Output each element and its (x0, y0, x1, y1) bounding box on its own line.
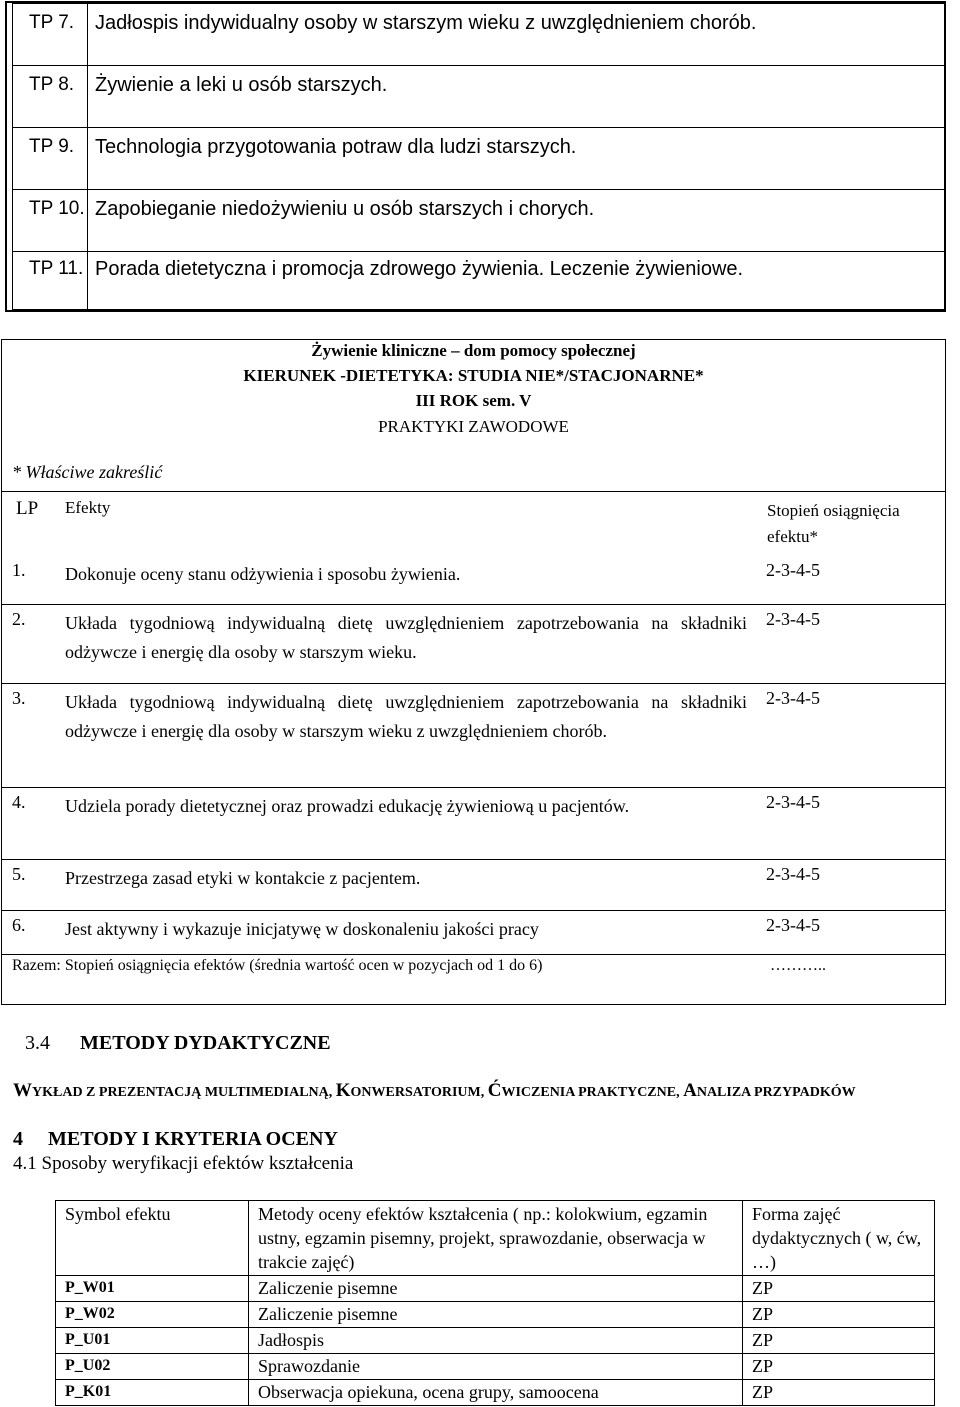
symbol-cell: P_U02 (56, 1354, 249, 1380)
table-row (56, 1276, 935, 1302)
heading-number: 4 (13, 1128, 23, 1150)
table-row (56, 1380, 935, 1406)
footnote-note: * Właściwe zakreślić (12, 462, 163, 482)
summary-value: ……….. (770, 957, 826, 974)
table-row (2, 561, 945, 606)
tp-text: Technologia przygotowania potraw dla ludzi starszych. (95, 136, 577, 158)
tp-code: TP 9. (13, 128, 88, 189)
form-cell: ZP (743, 1276, 935, 1302)
heading-title: METODY I KRYTERIA OCENY (48, 1128, 338, 1150)
practice-section (1, 339, 946, 1005)
form-cell: ZP (743, 1354, 935, 1380)
tp-code: TP 8. (13, 66, 88, 127)
criteria-subheading: 4.1 Sposoby weryfikacji efektów kształcenia (13, 1153, 354, 1174)
tp-text: Zapobieganie niedożywieniu u osób starszych i chorych. (95, 198, 595, 220)
form-cell: ZP (743, 1380, 935, 1406)
table-row (56, 1354, 935, 1380)
method-cell: Zaliczenie pisemne (249, 1302, 743, 1328)
row-grade: 2-3-4-5 (766, 915, 820, 935)
table-row (2, 604, 945, 681)
tp-row (13, 4, 945, 66)
symbol-cell: P_U01 (56, 1328, 249, 1354)
row-effect: Przestrzega zasad etyki w kontakcie z pacjentem. (65, 868, 421, 888)
header-grade: Stopień osiągnięcia efektu* (767, 501, 900, 546)
table-row (2, 859, 945, 903)
tp-row (13, 190, 945, 252)
heading-title: METODY DYDAKTYCZNE (80, 1032, 331, 1054)
row-grade: 2-3-4-5 (766, 792, 820, 812)
tp-text: Jadłospis indywidualny osoby w starszym wieku z uwzględnieniem chorób. (95, 12, 757, 34)
tp-row (13, 250, 945, 309)
tp-text: Żywienie a leki u osób starszych. (95, 74, 388, 96)
effects-header-row (2, 491, 945, 552)
tp-text: Porada dietetyczna i promocja zdrowego żywienia. Leczenie żywieniowe. (95, 258, 744, 280)
row-lp: 5. (12, 864, 26, 884)
header-symbol: Symbol efektu (56, 1201, 249, 1276)
row-effect: Jest aktywny i wykazuje inicjatywę w doskonaleniu jakości pracy (65, 919, 539, 939)
symbol-cell: P_W02 (56, 1302, 249, 1328)
verification-table (55, 1200, 935, 1406)
header-form: Forma zajęć dydaktycznych ( w, ćw, …) (743, 1201, 935, 1276)
summary-label: Razem: Stopień osiągnięcia efektów (średnia wartość ocen w pozycjach od 1 do 6) (12, 957, 543, 974)
methods-heading (25, 1032, 331, 1055)
methods-text: WYKŁAD Z PREZENTACJĄ MULTIMEDIALNĄ, KONWERSATORIUM, ĆWICZENIA PRAKTYCZNE, ANALIZA PRZYPADKÓW (13, 1080, 856, 1101)
header-effects: Efekty (65, 498, 111, 517)
table-row (56, 1328, 935, 1354)
tp-row (13, 66, 945, 128)
row-grade: 2-3-4-5 (766, 688, 820, 708)
table-row (56, 1302, 935, 1328)
table-row (2, 787, 945, 862)
tp-code: TP 10. (13, 190, 88, 251)
tp-row (13, 128, 945, 190)
form-cell: ZP (743, 1302, 935, 1328)
tp-code: TP 11. (13, 250, 88, 309)
criteria-heading (13, 1128, 338, 1151)
section-field: KIERUNEK -DIETETYKA: STUDIA NIE*/STACJONARNE* (243, 366, 704, 385)
tp-table (12, 3, 946, 310)
row-lp: 3. (12, 688, 26, 708)
header-method: Metody oceny efektów kształcenia ( np.: kolokwium, egzamin ustny, egzamin pisemny, projekt, sprawozdanie, obserwacja w trakcie zajęć) (249, 1201, 743, 1276)
section-title: Żywienie kliniczne – dom pomocy społecznej (311, 341, 636, 360)
row-effect: Układa tygodniową indywidualną dietę uwzględnieniem zapotrzebowania na składniki odżywcze i energię dla osoby w starszym wieku z uwzględnieniem chorób. (65, 692, 747, 741)
method-cell: Obserwacja opiekuna, ocena grupy, samoocena (249, 1380, 743, 1406)
header-lp: LP (16, 498, 39, 519)
row-effect: Udziela porady dietetycznej oraz prowadzi edukację żywieniową u pacjentów. (65, 796, 630, 816)
method-cell: Sprawozdanie (249, 1354, 743, 1380)
tp-code: TP 7. (13, 4, 88, 65)
row-grade: 2-3-4-5 (766, 864, 820, 884)
row-effect: Dokonuje oceny stanu odżywienia i sposobu żywienia. (65, 564, 461, 584)
section-subtitle: PRAKTYKI ZAWODOWE (378, 417, 569, 436)
heading-number: 3.4 (25, 1032, 50, 1054)
verification-header-row (56, 1201, 935, 1276)
row-lp: 1. (12, 560, 26, 580)
method-cell: Zaliczenie pisemne (249, 1276, 743, 1302)
form-cell: ZP (743, 1328, 935, 1354)
row-grade: 2-3-4-5 (766, 560, 820, 580)
row-lp: 6. (12, 915, 26, 935)
row-lp: 4. (12, 792, 26, 812)
table-row (2, 910, 945, 954)
section-year: III ROK sem. V (415, 391, 532, 410)
table-row (2, 683, 945, 786)
symbol-cell: P_W01 (56, 1276, 249, 1302)
symbol-cell: P_K01 (56, 1380, 249, 1406)
row-grade: 2-3-4-5 (766, 609, 820, 629)
row-effect: Układa tygodniową indywidualną dietę uwzględnieniem zapotrzebowania na składniki odżywcze i energię dla osoby w starszym wieku. (65, 613, 747, 662)
row-lp: 2. (12, 609, 26, 629)
method-cell: Jadłospis (249, 1328, 743, 1354)
